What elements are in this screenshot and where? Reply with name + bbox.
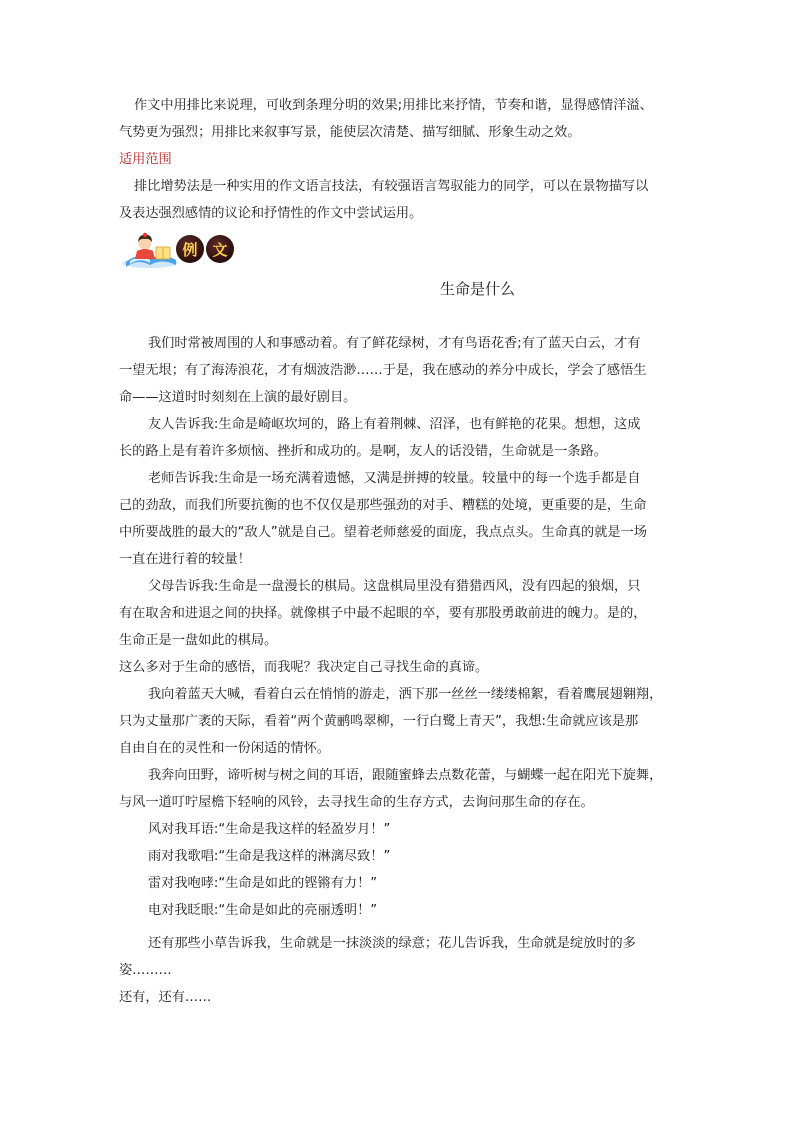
essay-title: 生命是什么 — [440, 280, 516, 298]
essay-line: 雷对我咆哮:“生命是如此的铿锵有力！” — [148, 876, 378, 891]
essay-line: 我向着蓝天大喊，看着白云在悄悄的游走，洒下那一丝丝一缕缕棉絮，看着鹰展翅翱翔， — [148, 687, 663, 702]
essay-line: 父母告诉我:生命是一盘漫长的棋局。这盘棋局里没有猎猎西风，没有四起的狼烟，只 — [148, 579, 641, 594]
essay-line: 姿……… — [119, 963, 172, 978]
intro-paragraph-2-line-1: 排比增势法是一种实用的作文语言技法，有较强语言驾驭能力的同学，可以在景物描写以 — [134, 179, 649, 194]
essay-line: 友人告诉我:生命是崎岖坎坷的，路上有着荆棘、沼泽，也有鲜艳的花果。想想，这成 — [148, 417, 641, 432]
essay-line: 我奔向田野，谛听树与树之间的耳语，跟随蜜蜂去点数花蕾，与蝴蝶一起在阳光下旋舞， — [148, 768, 663, 783]
essay-line: 风对我耳语:“生命是我这样的轻盈岁月！” — [148, 822, 391, 837]
example-badge — [120, 232, 232, 270]
essay-line: 一望无垠；有了海涛浪花，才有烟波浩渺……于是，我在感动的养分中成长，学会了感悟生 — [119, 363, 647, 378]
section-heading: 适用范围 — [119, 152, 172, 167]
essay-line: 自由自在的灵性和一份闲适的情怀。 — [119, 741, 330, 756]
reading-child-icon — [120, 232, 182, 270]
essay-line: 还有，还有…… — [119, 990, 212, 1005]
essay-line: 这么多对于生命的感悟，而我呢？我决定自己寻找生命的真谛。 — [119, 660, 489, 675]
badge-char-1: 例 — [176, 235, 204, 263]
essay-line: 老师告诉我:生命是一场充满着遗憾，又满是拼搏的较量。较量中的每一个选手都是自 — [148, 471, 641, 486]
intro-paragraph-2-line-2: 及表达强烈感情的议论和抒情性的作文中尝试运用。 — [119, 206, 423, 221]
essay-line: 中所要战胜的最大的“敌人”就是自己。望着老师慈爱的面庞，我点点头。生命真的就是一场 — [119, 525, 647, 540]
essay-line: 电对我眨眼:“生命是如此的亮丽透明！” — [148, 903, 378, 918]
essay-line: 长的路上是有着许多烦恼、挫折和成功的。是啊，友人的话没错，生命就是一条路。 — [119, 444, 607, 459]
essay-line: 雨对我歌唱:“生命是我这样的淋漓尽致！” — [148, 849, 391, 864]
essay-line: 还有那些小草告诉我，生命就是一抹淡淡的绿意；花儿告诉我，生命就是绽放时的多 — [148, 936, 636, 951]
essay-line: 一直在进行着的较量！ — [119, 552, 251, 567]
badge-char-2: 文 — [206, 235, 234, 263]
essay-line: 命——这道时时刻刻在上演的最好剧目。 — [119, 390, 357, 405]
essay-line: 只为丈量那广袤的天际，看着“两个黄鹂鸣翠柳，一行白鹭上青天”，我想:生命就应该是那 — [119, 714, 639, 729]
intro-paragraph-1-line-1: 作文中用排比来说理，可收到条理分明的效果;用排比来抒情，节奏和谐，显得感情洋溢、 — [134, 98, 653, 113]
essay-line: 己的劲敌，而我们所要抗衡的也不仅仅是那些强劲的对手、糟糕的处境，更重要的是，生命 — [119, 498, 647, 513]
essay-line: 有在取舍和进退之间的抉择。就像棋子中最不起眼的卒，要有那股勇敢前进的魄力。是的， — [119, 606, 647, 621]
essay-line: 与风一道叮咛屋檐下轻响的风铃，去寻找生命的生存方式，去询问那生命的存在。 — [119, 795, 594, 810]
essay-line: 我们时常被周围的人和事感动着。有了鲜花绿树，才有鸟语花香;有了蓝天白云，才有 — [148, 336, 641, 351]
essay-line: 生命正是一盘如此的棋局。 — [119, 633, 278, 648]
intro-paragraph-1-line-2: 气势更为强烈；用排比来叙事写景，能使层次清楚、描写细腻、形象生动之效。 — [119, 125, 581, 140]
